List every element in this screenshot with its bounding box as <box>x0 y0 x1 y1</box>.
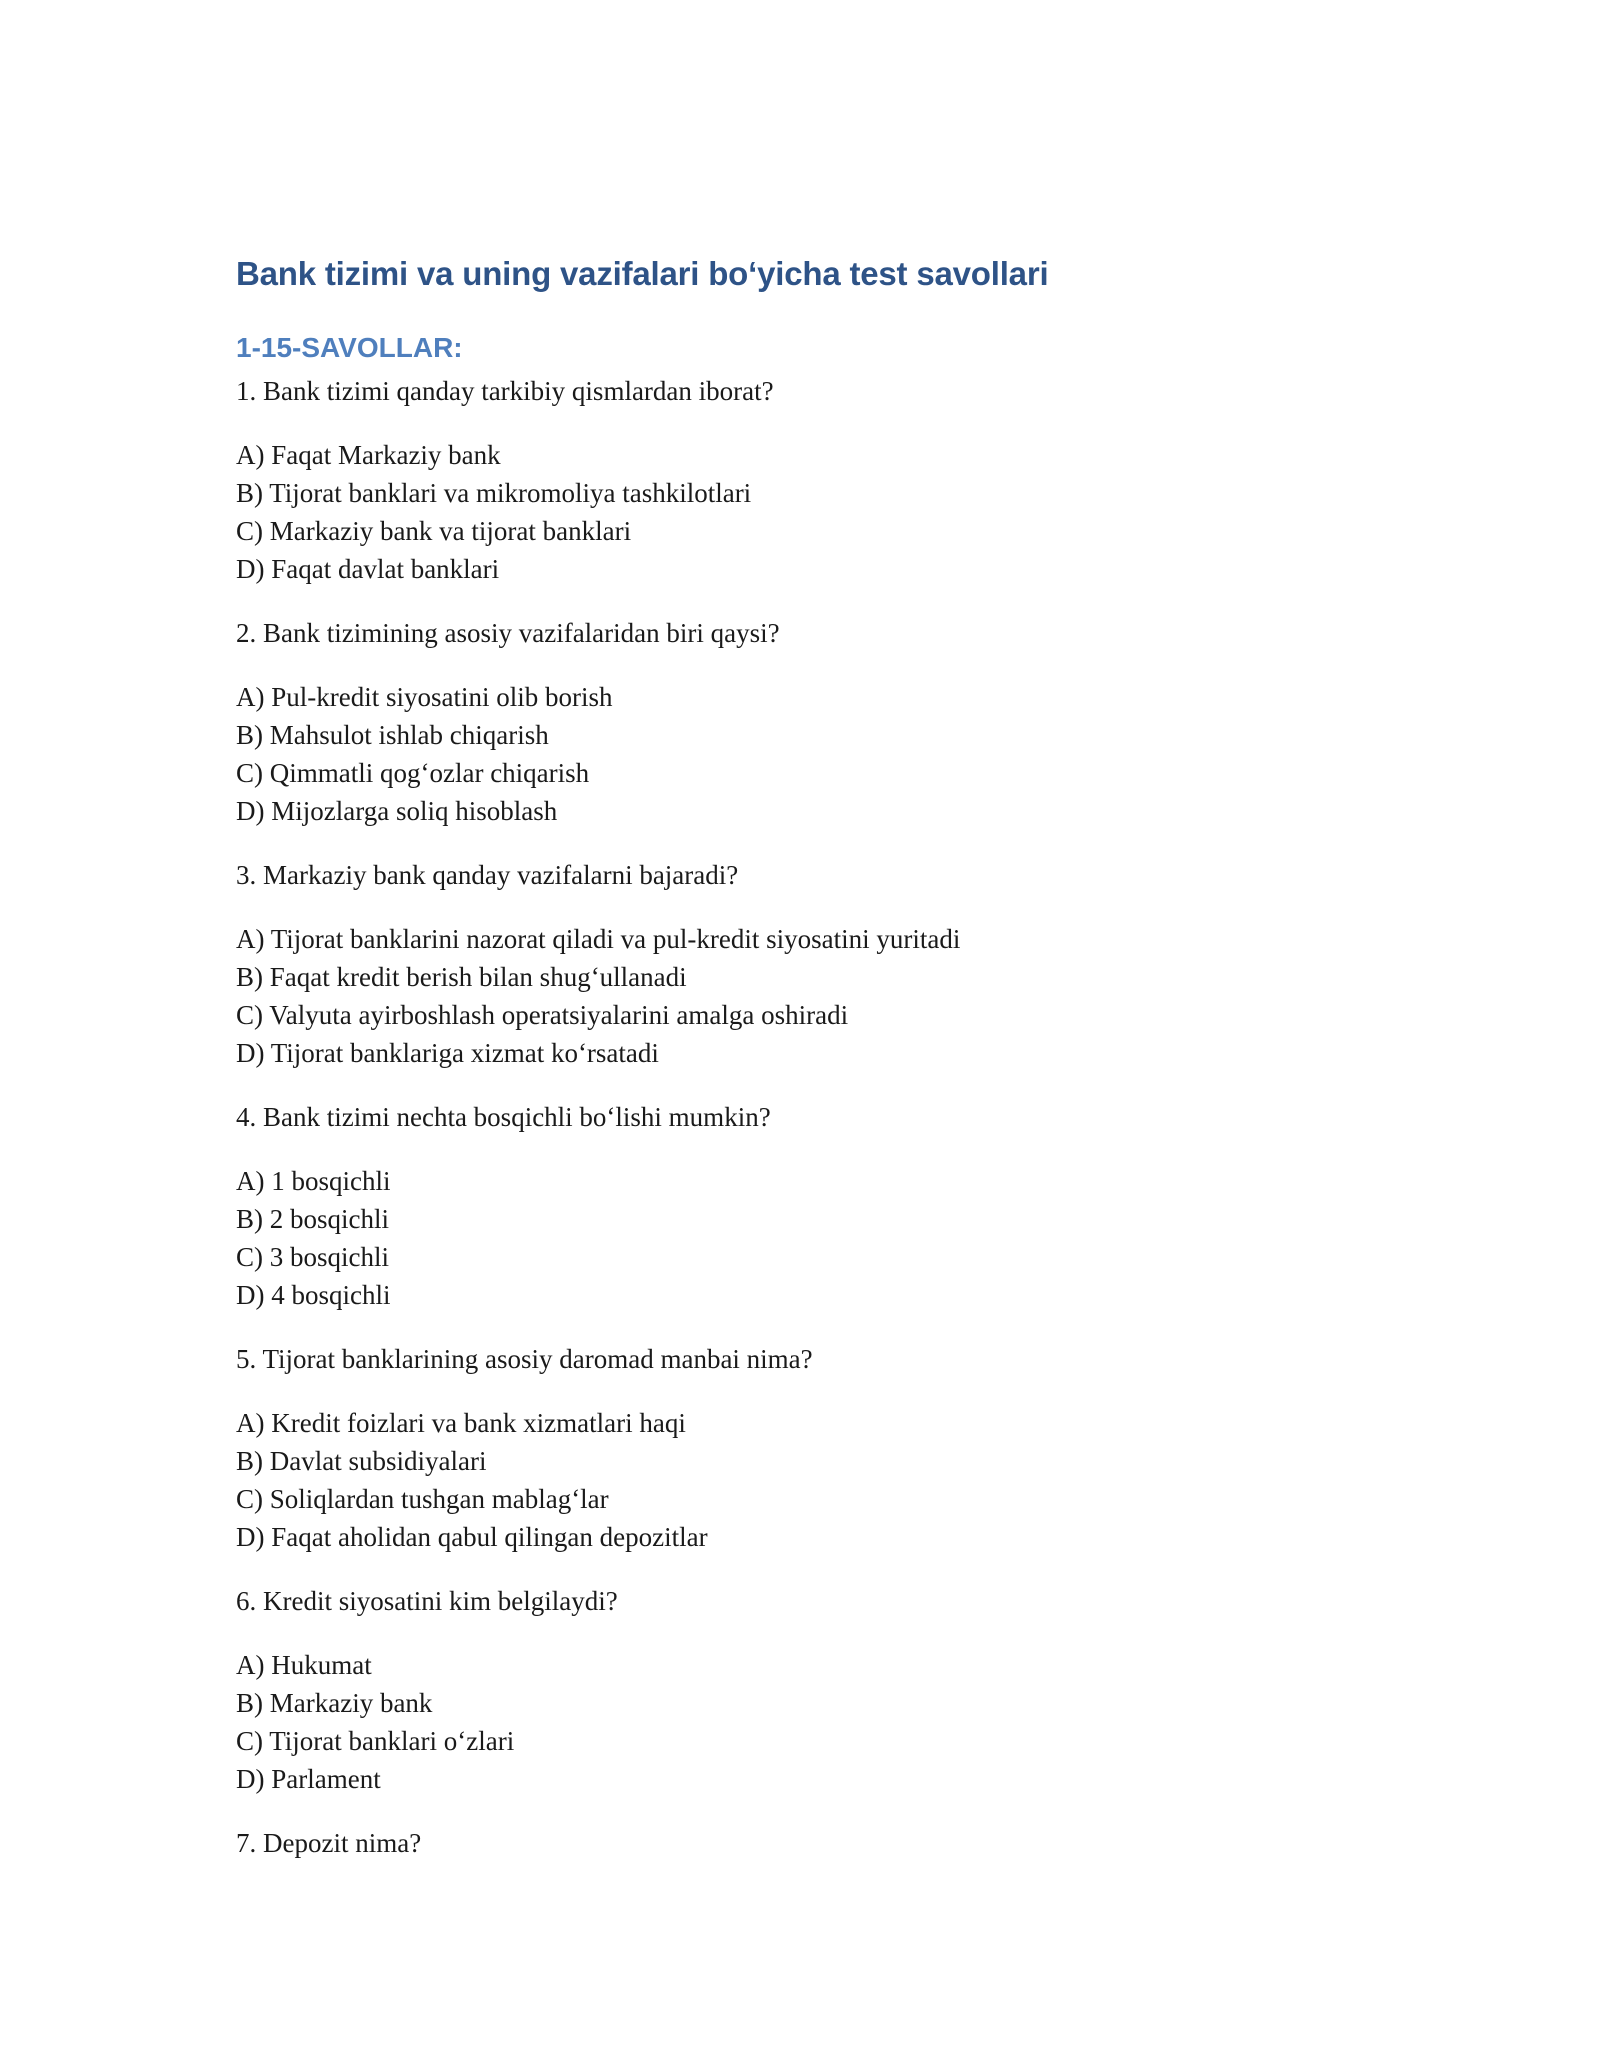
answer-option: B) Tijorat banklari va mikromoliya tashkilotlari <box>236 478 752 508</box>
answer-option: D) Faqat davlat banklari <box>236 554 500 584</box>
answer-option: D) Parlament <box>236 1764 381 1794</box>
answer-option: A) Tijorat banklarini nazorat qiladi va pul-kredit siyosatini yuritadi <box>236 924 961 954</box>
question-text: 2. Bank tizimining asosiy vazifalaridan biri qaysi? <box>236 618 780 648</box>
answer-options <box>236 1646 1436 1798</box>
question-block <box>236 1098 1436 1314</box>
answer-option: A) Hukumat <box>236 1650 372 1680</box>
answer-options <box>236 1404 1436 1556</box>
question-block <box>236 614 1436 830</box>
answer-option: C) Tijorat banklari o‘zlari <box>236 1726 515 1756</box>
answer-option: D) Tijorat banklariga xizmat ko‘rsatadi <box>236 1038 659 1068</box>
answer-options <box>236 436 1436 588</box>
answer-option: A) 1 bosqichli <box>236 1166 391 1196</box>
answer-options <box>236 678 1436 830</box>
answer-option: B) Markaziy bank <box>236 1688 433 1718</box>
answer-options <box>236 920 1436 1072</box>
section-heading: 1-15-SAVOLLAR: <box>236 332 463 363</box>
question-text: 1. Bank tizimi qanday tarkibiy qismlardan iborat? <box>236 376 774 406</box>
answer-option: D) Faqat aholidan qabul qilingan depozitlar <box>236 1522 708 1552</box>
answer-option: D) 4 bosqichli <box>236 1280 391 1310</box>
question-block <box>236 856 1436 1072</box>
document-content <box>236 248 1436 1888</box>
question-text: 3. Markaziy bank qanday vazifalarni bajaradi? <box>236 860 739 890</box>
question-text: 6. Kredit siyosatini kim belgilaydi? <box>236 1586 618 1616</box>
answer-option: D) Mijozlarga soliq hisoblash <box>236 796 558 826</box>
question-text: 7. Depozit nima? <box>236 1828 422 1858</box>
question-block <box>236 1824 1436 1862</box>
answer-options <box>236 1162 1436 1314</box>
answer-option: A) Kredit foizlari va bank xizmatlari haqi <box>236 1408 686 1438</box>
question-text: 4. Bank tizimi nechta bosqichli bo‘lishi mumkin? <box>236 1102 771 1132</box>
answer-option: B) Mahsulot ishlab chiqarish <box>236 720 549 750</box>
answer-option: A) Faqat Markaziy bank <box>236 440 501 470</box>
answer-option: C) Soliqlardan tushgan mablag‘lar <box>236 1484 609 1514</box>
question-list <box>236 372 1436 1862</box>
answer-option: C) Qimmatli qog‘ozlar chiqarish <box>236 758 590 788</box>
question-text: 5. Tijorat banklarining asosiy daromad manbai nima? <box>236 1344 813 1374</box>
question-block <box>236 1582 1436 1798</box>
answer-option: C) 3 bosqichli <box>236 1242 389 1272</box>
answer-option: C) Markaziy bank va tijorat banklari <box>236 516 632 546</box>
answer-option: A) Pul-kredit siyosatini olib borish <box>236 682 613 712</box>
question-block <box>236 372 1436 588</box>
answer-option: B) Davlat subsidiyalari <box>236 1446 487 1476</box>
answer-option: B) 2 bosqichli <box>236 1204 389 1234</box>
question-block <box>236 1340 1436 1556</box>
answer-option: B) Faqat kredit berish bilan shug‘ullanadi <box>236 962 687 992</box>
answer-option: C) Valyuta ayirboshlash operatsiyalarini amalga oshiradi <box>236 1000 849 1030</box>
document-title: Bank tizimi va uning vazifalari bo‘yicha test savollari <box>236 255 1049 292</box>
